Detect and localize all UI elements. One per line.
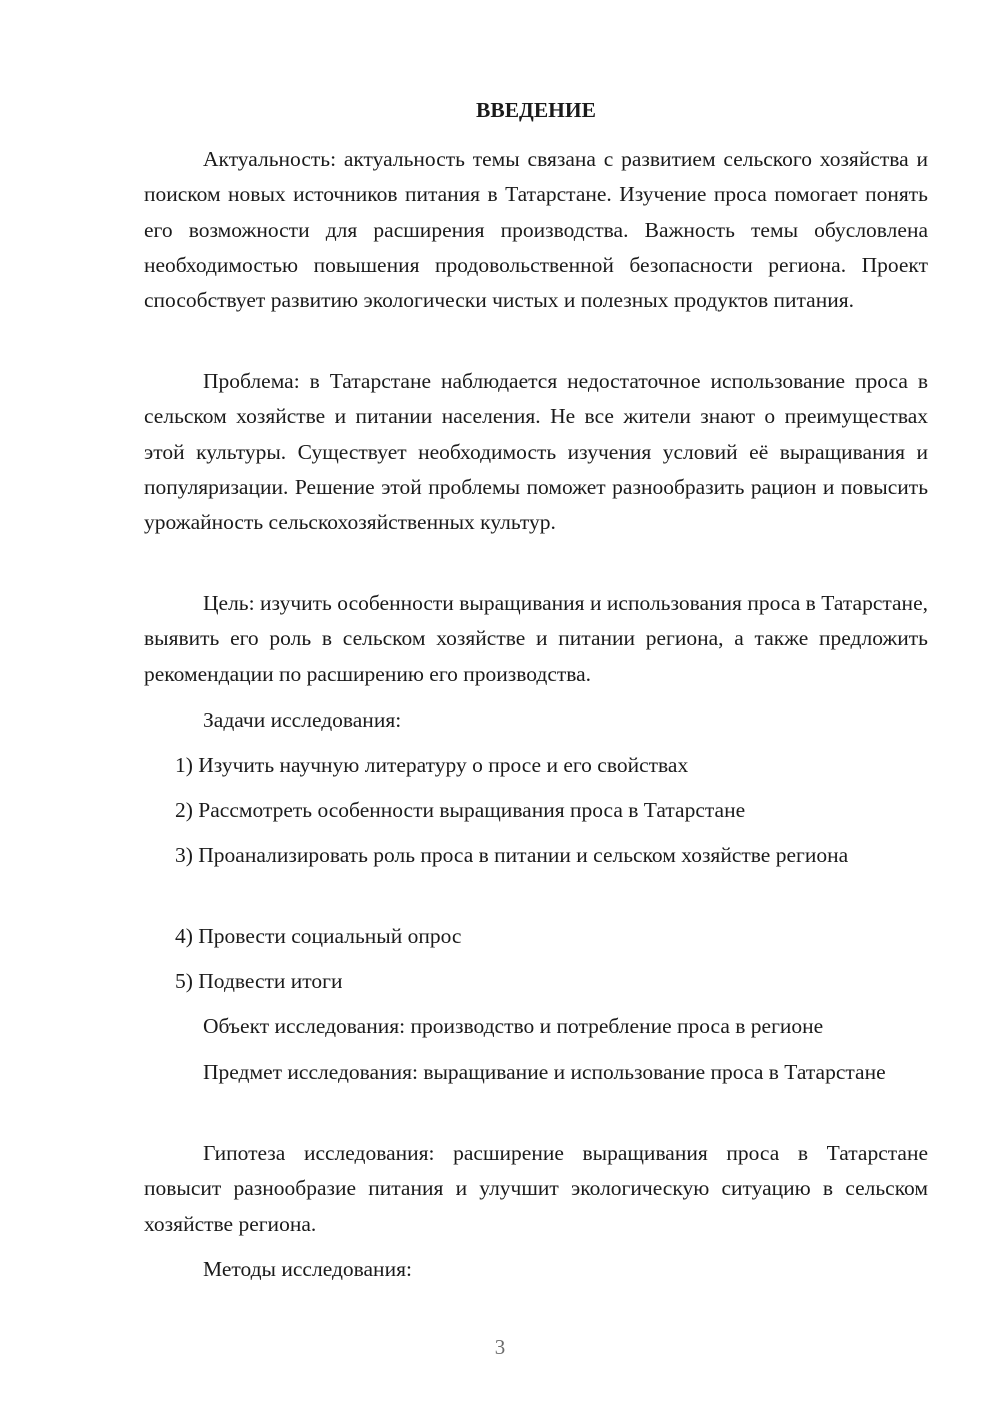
- task-item-1: 1) Изучить научную литературу о просе и его свойствах: [175, 753, 689, 777]
- page-title: ВВЕДЕНИЕ: [476, 98, 596, 122]
- task-item-2: 2) Рассмотреть особенности выращивания проса в Татарстане: [175, 798, 746, 822]
- research-subject-paragraph: Предмет исследования: выращивание и использование проса в Татарстане: [203, 1060, 886, 1084]
- task-item-5: 5) Подвести итоги: [175, 969, 343, 993]
- task-item-3: 3) Проанализировать роль проса в питании и сельском хозяйстве региона: [175, 843, 849, 867]
- hypothesis-paragraph: Гипотеза исследования: расширение выращивания проса в Татарстане повысит разнообразие питания и улучшит экологическую ситуацию в сельском хозяйстве региона.: [144, 1141, 928, 1236]
- research-object-paragraph: Объект исследования: производство и потребление проса в регионе: [203, 1014, 824, 1038]
- task-item-4: 4) Провести социальный опрос: [175, 924, 462, 948]
- tasks-heading: Задачи исследования:: [203, 708, 402, 732]
- problem-paragraph: Проблема: в Татарстане наблюдается недостаточное использование проса в сельском хозяйстве и питании населения. Не все жители знают о преимуществах этой культуры. Существует необходимость изучения условий её выращивания и популяризации. Решение этой проблемы поможет разнообразить рацион и повысить урожайность сельскохозяйственных культур.: [144, 369, 928, 535]
- methods-heading: Методы исследования:: [203, 1257, 412, 1281]
- page-number: 3: [494, 1335, 506, 1359]
- actuality-paragraph: Актуальность: актуальность темы связана с развитием сельского хозяйства и поиском новых источников питания в Татарстане. Изучение проса помогает понять его возможности для расширения производства. Важность темы обусловлена необходимостью повышения продовольственной безопасности региона. Проект способствует развитию экологически чистых и полезных продуктов питания.: [144, 147, 928, 313]
- goal-paragraph: Цель: изучить особенности выращивания и использования проса в Татарстане, выявить его роль в сельском хозяйстве и питании региона, а также предложить рекомендации по расширению его производства.: [144, 591, 928, 686]
